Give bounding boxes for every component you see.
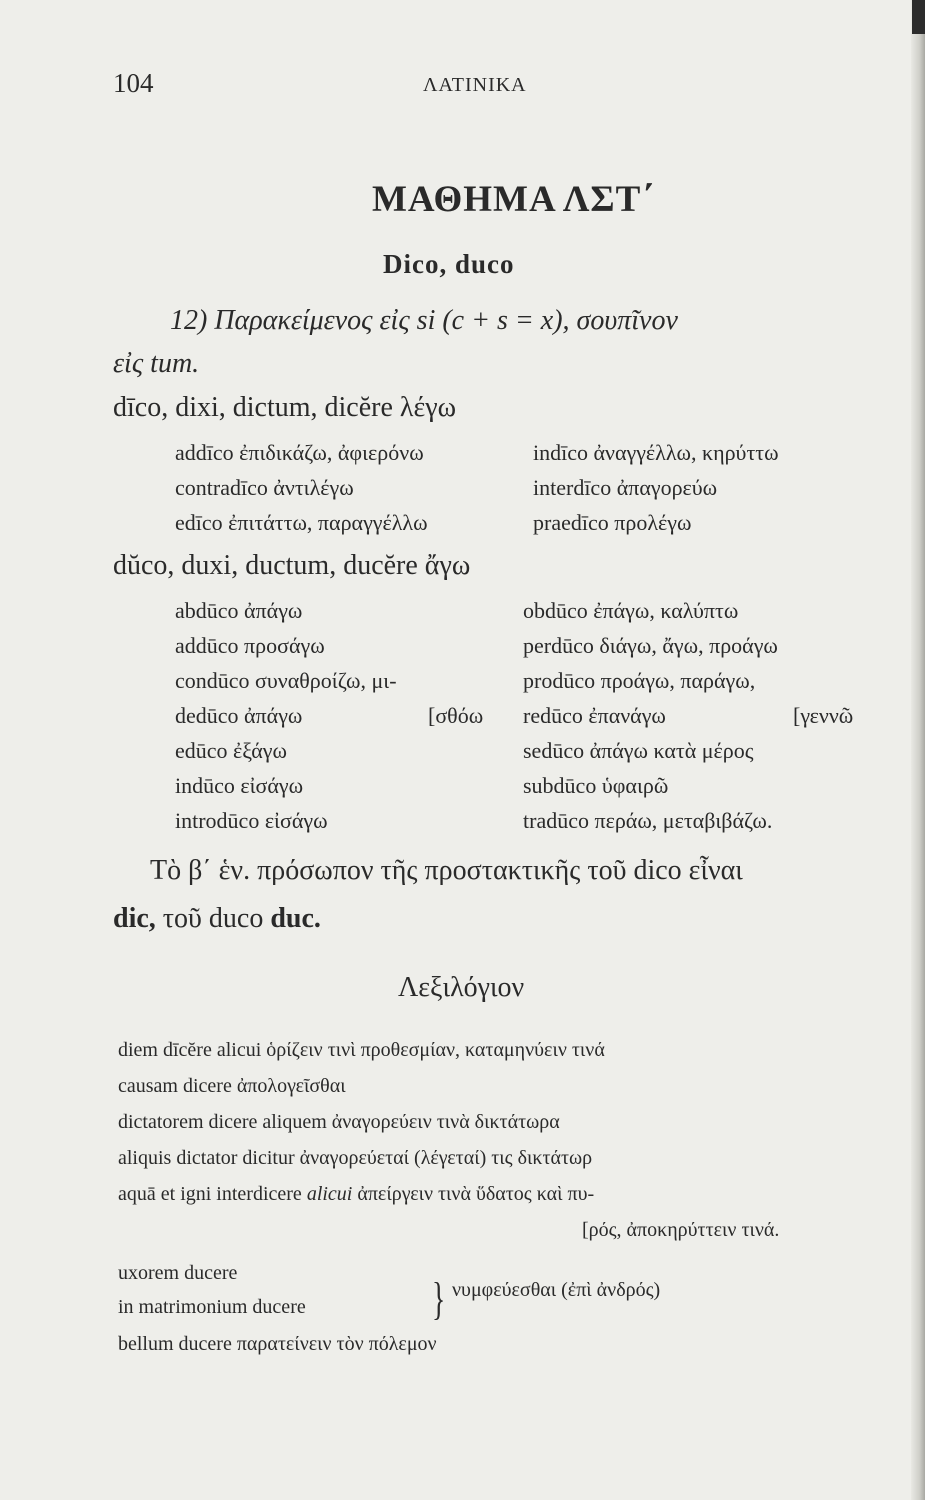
glossary-entry-4: aliquis dictator dicitur ἀναγορεύεταί (λέγεταί) τις δικτάτωρ (118, 1147, 593, 1169)
dico-left-1: addīco ἐπιδικάζω, ἀφιερόνω (175, 440, 424, 465)
intro-line-2: εἰς tum. (113, 348, 200, 379)
duco-right-5: sedūco ἀπάγω κατὰ μέρος (523, 738, 754, 763)
dic-form: dic, (113, 903, 156, 934)
duco-right-1: obdūco ἐπάγω, καλύπτω (523, 598, 739, 623)
imperative-line-1: Τὸ β΄ ἑν. πρόσωπον τῆς προστακτικῆς τοῦ dico εἶναι (150, 855, 743, 886)
duco-head: dŭco, duxi, ductum, ducĕre ἄγω (113, 550, 471, 581)
glossary-entry-3: dictatorem dicere aliquem ἀναγορεύειν τινὰ δικτάτωρα (118, 1111, 560, 1133)
running-head: ΛΑΤΙΝΙΚΑ (423, 74, 527, 96)
glossary-entry-5 (118, 1183, 594, 1206)
duco-left-1: abdūco ἀπάγω (175, 598, 303, 623)
page-edge-shadow (911, 0, 925, 1500)
duco-left-2: addūco προσάγω (175, 633, 325, 658)
glossary-entry-5-cont: [ρός, ἀποκηρύττειν τινά. (582, 1219, 780, 1241)
dico-head: dīco, dixi, dictum, dicĕre λέγω (113, 392, 457, 423)
scan-corner-mark (912, 0, 925, 34)
imperative-mid: τοῦ duco (162, 903, 264, 934)
nymph-gloss: νυμφεύεσθαι (ἐπὶ ἀνδρός) (452, 1279, 661, 1301)
duco-left-3: condūco συναθροίζω, μι- (175, 668, 397, 693)
dico-right-3: praedīco προλέγω (533, 510, 692, 535)
duco-right-2: perdūco διάγω, ἄγω, προάγω (523, 633, 778, 658)
aqua-greek: ἀπείργειν τινὰ ὕδατος καὶ πυ- (357, 1183, 595, 1205)
dico-left-2: contradīco ἀντιλέγω (175, 475, 354, 500)
bellum-line: bellum ducere παρατείνειν τὸν πόλεμον (118, 1333, 437, 1355)
aqua-alicui: alicui (306, 1183, 353, 1205)
duco-right-7: tradūco περάω, μεταβιβάζω. (523, 808, 773, 833)
lesson-subtitle: Dico, duco (383, 249, 515, 279)
duco-left-note: [σθόω (428, 703, 484, 728)
duco-left-5: edūco ἐξάγω (175, 738, 287, 763)
lesson-title: ΜΑΘΗΜΑ ΛΣΤ΄ (372, 179, 655, 220)
duco-left-6: indūco εἰσάγω (175, 773, 304, 798)
duco-left-4: dedūco ἀπάγω (175, 703, 303, 728)
duco-right-3: prodūco προάγω, παράγω, (523, 668, 756, 693)
dico-right-1: indīco ἀναγγέλλω, κηρύττω (533, 440, 779, 465)
duco-left-7: introdūco εἰσάγω (175, 808, 328, 833)
uxorem-line: uxorem ducere (118, 1262, 238, 1284)
dico-left-3: edīco ἐπιτάττω, παραγγέλλω (175, 510, 428, 535)
glossary-entry-2: causam dicere ἀπολογεῖσθαι (118, 1075, 346, 1097)
duco-right-6: subdūco ὑφαιρῶ (523, 773, 669, 798)
brace-glyph: } (432, 1273, 446, 1324)
aqua-latin: aquā et igni interdicere (118, 1183, 302, 1205)
duco-right-note: [γεννῶ (793, 703, 854, 728)
matrimonium-line: in matrimonium ducere (118, 1296, 306, 1318)
imperative-line-2 (113, 903, 321, 935)
duco-right-4: redūco ἐπανάγω (523, 703, 666, 728)
duc-form: duc. (270, 903, 321, 934)
glossary-entry-1: diem dīcĕre alicui ὁρίζειν τινὶ προθεσμίαν, καταμηνύειν τινά (118, 1039, 605, 1061)
page-number: 104 (113, 68, 154, 98)
glossary-title: Λεξιλόγιον (398, 972, 525, 1003)
intro-line-1: 12) Παρακείμενος εἰς si (c + s = x), σουπῖνον (170, 305, 678, 336)
dico-right-2: interdīco ἀπαγορεύω (533, 475, 718, 500)
